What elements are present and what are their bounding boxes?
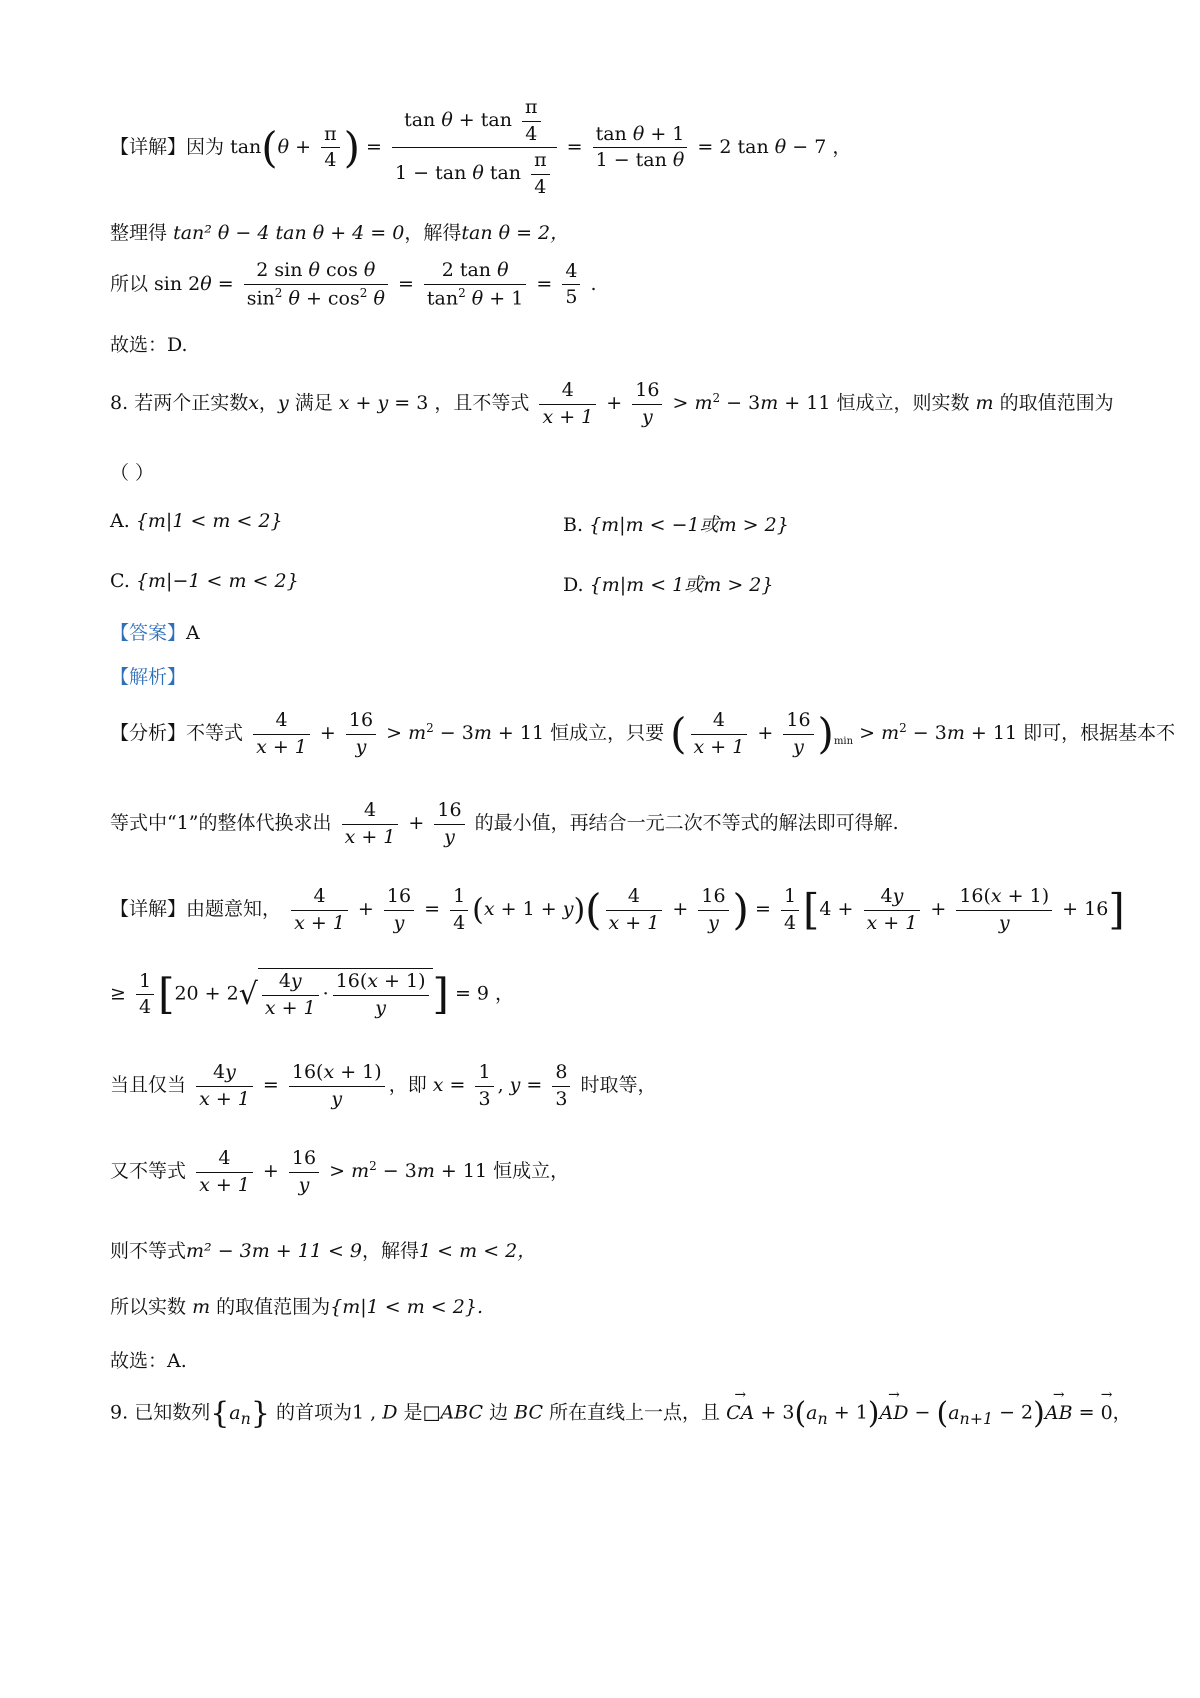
fenxi-line: 【分析】不等式 $\frac{4}{x + 1}$ + $\frac{16}{y}$ > $m^2 - 3m + 11$ 恒成立，只要 ( $\frac{4}{x + 1}$ + $\frac{16}{y}$ )$_{min} > m^2 - 3m + 11$ 即可，根据基本不 — [110, 709, 1176, 759]
then-line: 则不等式m² − 3m + 11 < 9，解得1 < m < 2， — [110, 1240, 537, 1262]
again-line: 又不等式 $\frac{4}{x + 1}$ + $\frac{16}{y}$ > $m^2 - 3m + 11$ 恒成立， — [110, 1147, 570, 1196]
question-8: 8. 若两个正实数x，y 满足 x + y = 3 ，且不等式 $\frac{4}{x + 1}$ + $\frac{16}{y}$ > $m^2 - 3m + 11$ 恒成立，则实数 m 的取值范围为 — [110, 379, 1114, 428]
equality-line: 当且仅当 $\frac{4y}{x + 1}$ = $\frac{16(x + 1)}{y}$ ，即 x = $\frac{1}{3}$ , y = $\frac{8}{3}$ 时取等， — [110, 1061, 657, 1110]
sin2theta-line: 所以 sin 2θ = $\frac{\text{2 sin θ cos θ}}{\sin^2 \theta + \cos^2 \theta}$ = $\frac{\text{2 tan θ}}{\tan^2 \theta + 1}$ = $\frac{4}{5}$ . — [110, 259, 597, 309]
choose-a: 故选：A. — [110, 1350, 187, 1372]
option-b[interactable]: B. {m|m < −1或m > 2} — [563, 514, 789, 536]
detail1-line: 【详解】因为 tan(θ + $\frac{\pi}{4}$ ) = tan θ + tan $\frac{\pi}{4}$ 1 − tan θ tan $\frac{\pi}{4}$ = $\frac{\text{tan θ + 1}}{\text{1 − tan θ}}$ = 2 tan θ − 7 ， — [110, 95, 851, 201]
choose-d: 故选：D. — [110, 334, 188, 356]
fraction: tan θ + tan $\frac{\pi}{4}$ 1 − tan θ tan $\frac{\pi}{4}$ — [392, 95, 557, 201]
answer-paren: （ ） — [110, 462, 155, 484]
range-line: 所以实数 m 的取值范围为{m|1 < m < 2}. — [110, 1296, 483, 1318]
fenxi-line-2: 等式中“1”的整体代换求出 $\frac{4}{x + 1}$ + $\frac{16}{y}$ 的最小值，再结合一元二次不等式的解法即可得解. — [110, 799, 899, 848]
fraction: $\frac{\pi}{4}$ — [321, 122, 340, 174]
detail2-line: 【详解】由题意知， $\frac{4}{x + 1}$ + $\frac{16}{y}$ = $\frac{1}{4}$ (x + 1 + y)( $\frac{4}{x + 1}$ + $\frac{16}{y}$ ) = $\frac{1}{4}$ [4 + $\frac{4y}{x + 1}$ + $\frac{16(x + 1)}{y}$ + 16] — [110, 885, 1125, 935]
option-c[interactable]: C. {m|−1 < m < 2} — [110, 570, 299, 592]
option-a[interactable]: A. {m|1 < m < 2} — [110, 510, 283, 532]
simplify-line: 整理得 tan² θ − 4 tan θ + 4 = 0，解得tan θ = 2， — [110, 222, 570, 244]
option-d[interactable]: D. {m|m < 1或m > 2} — [563, 574, 774, 596]
question-9: 9. 已知数列$\{a_n\}$ 的首项为1 , D 是□ABC 边 BC 所在直线上一点，且 → CA + $3(a_n + 1)\to$ AD − $(a_{n+1} - 2)\to$ AB = → 0， — [110, 1396, 1132, 1431]
inequality-line: ≥ $\frac{1}{4}$ [20 + 2√ $\frac{4y}{x + 1}$ · $\frac{16(x + 1)}{y}$ ] = 9 ， — [110, 968, 514, 1021]
analysis-tag: 【解析】 — [110, 666, 187, 688]
answer-line: 【答案】A — [110, 622, 200, 644]
fraction: $\frac{\text{tan θ + 1}}{\text{1 − tan θ}}$ — [593, 122, 688, 174]
detail-tag: 【详解】 — [110, 135, 187, 158]
